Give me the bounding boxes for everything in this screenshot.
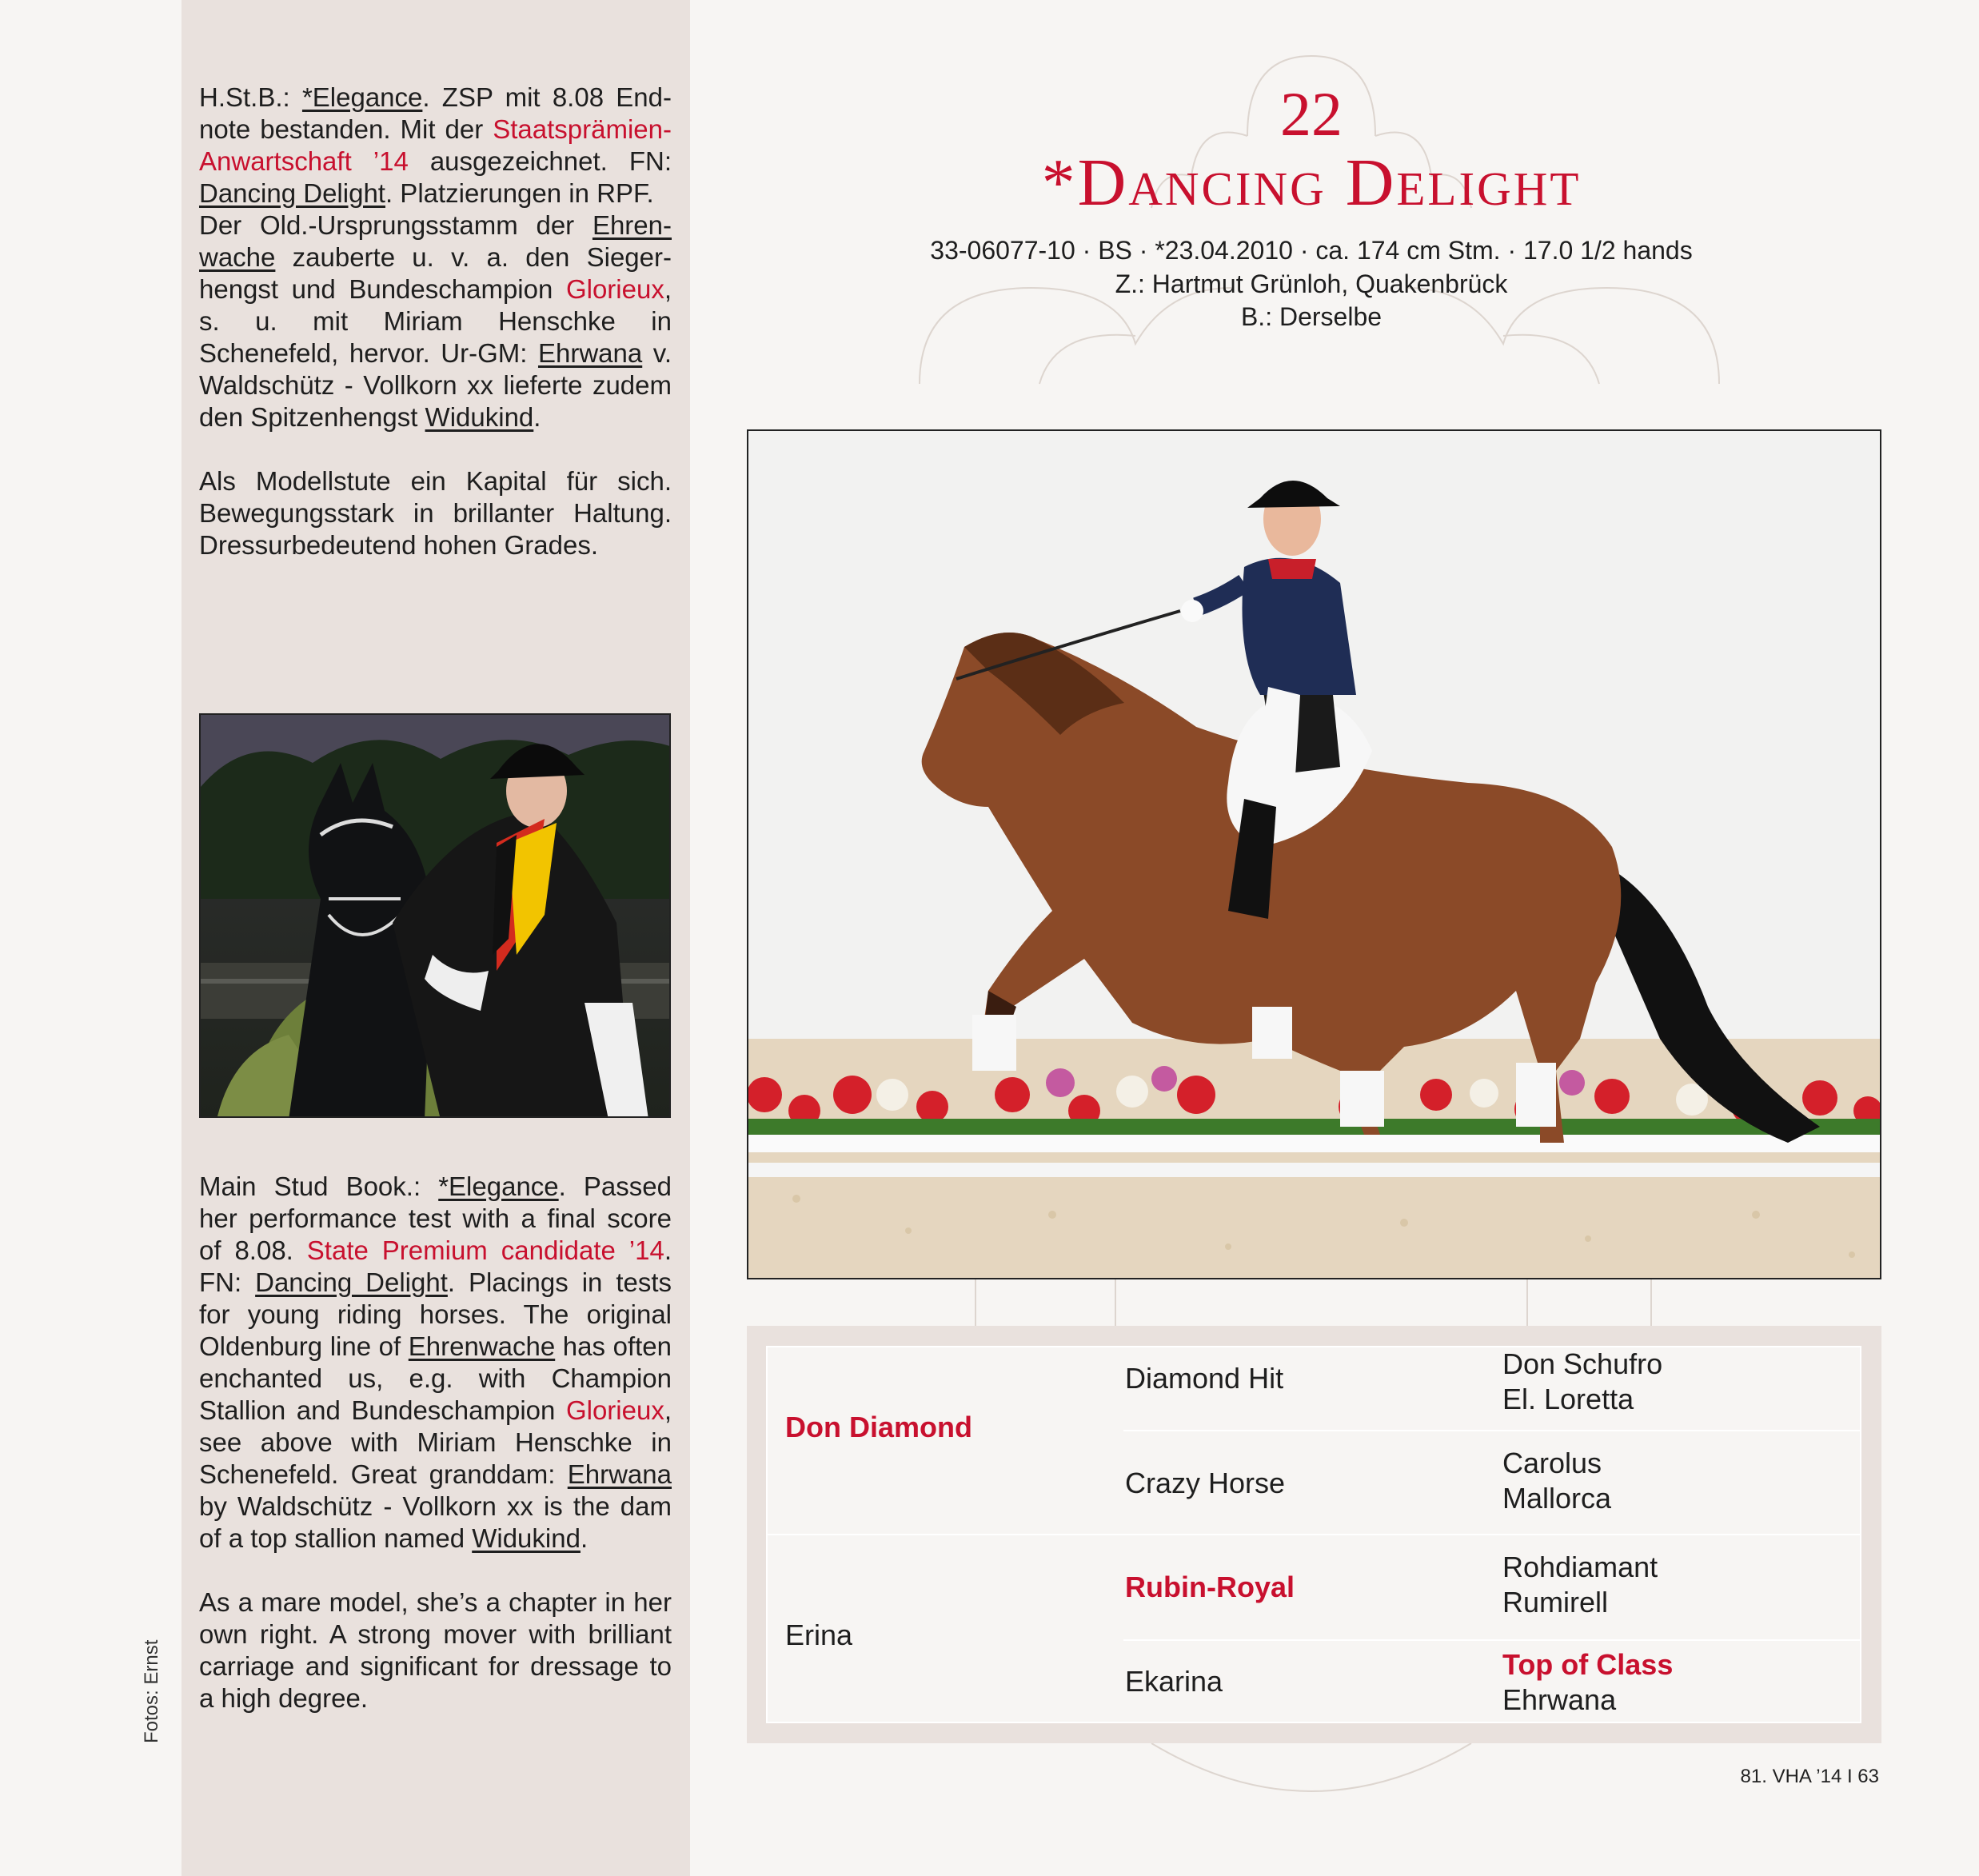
link-elegance-en: *Elegance — [438, 1172, 559, 1201]
pedigree-divider-upper — [1123, 1430, 1861, 1431]
german-description — [199, 82, 672, 561]
link-ehrwana: Ehrwana — [537, 338, 643, 368]
link-dancing-delight: Dancing Delight — [199, 178, 385, 208]
german-paragraph-2: Als Modellstute ein Kapital für sich. Bewegungsstark in brillanter Haltung. Dressurbedeutend hohen Grades. — [199, 466, 672, 560]
pedigree-dam: Erina — [785, 1619, 853, 1651]
pedigree-divider-main — [766, 1534, 1861, 1535]
pedigree-ds-sire: Rohdiamant — [1502, 1551, 1658, 1583]
highlight-glorieux: Glorieux — [565, 274, 664, 304]
pedigree-dd-sire: Top of Class — [1502, 1648, 1674, 1681]
pedigree-dam-sire: Rubin-Royal — [1125, 1571, 1295, 1603]
pedigree-ss-dam: El. Loretta — [1502, 1383, 1634, 1415]
link-widukind: Widukind — [425, 402, 534, 432]
photo-horse-main — [747, 429, 1881, 1279]
english-paragraph-2: As a mare model, she’s a chapter in her own right. A strong mover with brilliant carriage and significant for dressage to a high degree. — [199, 1587, 672, 1713]
link-elegance: *Elegance — [301, 82, 423, 112]
pedigree-dd-dam: Ehrwana — [1502, 1683, 1617, 1716]
pedigree-ds-dam: Rumirell — [1502, 1586, 1609, 1619]
pedigree-sire-dam: Crazy Horse — [1125, 1467, 1286, 1499]
link-dancing-delight-en: Dancing Delight — [255, 1267, 448, 1297]
pedigree-sd-sire: Carolus — [1502, 1447, 1602, 1479]
link-widukind-en: Widukind — [472, 1523, 581, 1553]
pedigree-sire: Don Diamond — [785, 1411, 972, 1443]
link-ehrenwache-en: Ehrenwache — [408, 1331, 556, 1361]
link-ehrwana-en: Ehrwana — [567, 1459, 672, 1489]
pedigree-sire-sire: Diamond Hit — [1125, 1362, 1284, 1395]
english-paragraph-1: Main Stud Book.: *Elegance. Passed her performance test with a final score of 8.08. State Premium candidate ’14. FN: Dancing Delight. Placings in tests for young riding horses. The original Oldenburg line of Ehrenwache has often enchanted us, e.g. with Champion Stallion and Bundeschampion Glorieux, see above with Miriam Henschke in Schenefeld. Great granddam: Ehrwana by Waldschütz - Vollkorn xx is the dam of a top stallion named Widukind. — [199, 1172, 672, 1553]
horse-name: *Dancing Delight — [1041, 146, 1582, 220]
highlight-staatspraemie: Staatsprämien-Anwartschaft ’14 — [199, 114, 672, 176]
german-paragraph-1: H.St.B.: *Elegance. ZSP mit 8.08 Endnote bestanden. Mit der Staatsprämien-Anwartschaft ’14 ausgezeichnet. FN: Dancing Delight. Platzierungen in RPF. Der Old.-Ursprungsstamm der Ehrenwache zauberte u. v. a. den Siegerhengst und Bundeschampion Glorieux, s. u. mit Miriam Henschke in Schenefeld, hervor. Ur-GM: Ehrwana v. Waldschütz - Vollkorn xx lieferte zudem den Spitzenhengst Widukind. — [199, 82, 672, 432]
breeder-line: Z.: Hartmut Grünloh, Quakenbrück — [1115, 269, 1508, 298]
owner-line: B.: Derselbe — [1240, 302, 1383, 331]
photo-credit: Fotos: Ernst — [141, 1639, 162, 1743]
link-ehrenwache: Ehrenwache — [199, 210, 672, 272]
horse-registration-line: 33-06077-10 · BS · *23.04.2010 · ca. 174 cm Stm. · 17.0 1/2 hands — [930, 236, 1693, 265]
english-description — [199, 1171, 672, 1714]
pedigree-divider-lower — [1123, 1639, 1861, 1641]
lot-number: 22 — [1280, 79, 1343, 149]
photo-mare-ceremony — [199, 713, 671, 1118]
horse-rider-illustration — [748, 431, 1881, 1279]
page-footer: 81. VHA ’14 I 63 — [1740, 1766, 1879, 1787]
pedigree-sd-dam: Mallorca — [1502, 1482, 1612, 1515]
pedigree-dam-dam: Ekarina — [1125, 1665, 1223, 1698]
pedigree-ss-sire: Don Schufro — [1502, 1347, 1663, 1380]
mare-ceremony-illustration — [201, 715, 671, 1118]
highlight-glorieux-en: Glorieux — [565, 1395, 664, 1425]
highlight-state-premium: State Premium candidate ’14 — [306, 1235, 664, 1265]
